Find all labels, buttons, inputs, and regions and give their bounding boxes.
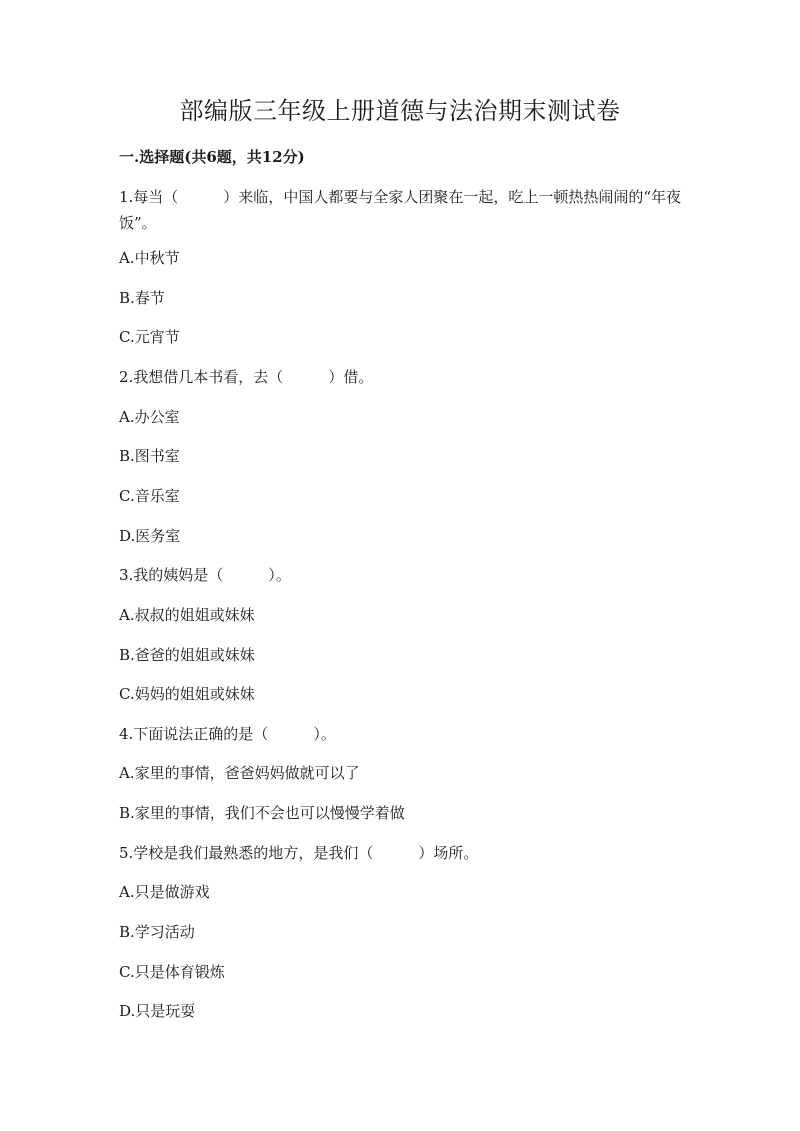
question-1-option-b: B.春节 (119, 289, 165, 307)
question-3-stem: 3.我的姨妈是（ ）。 (119, 566, 291, 584)
section-heading: 一.选择题(共6题，共12分) (119, 148, 305, 166)
question-1-stem: 1.每当（ ）来临，中国人都要与全家人团聚在一起，吃上一顿热热闹闹的“年夜饭”。 (119, 188, 681, 232)
question-5-stem: 5.学校是我们最熟悉的地方，是我们（ ）场所。 (119, 844, 479, 862)
question-3-option-a: A.叔叔的姐姐或妹妹 (119, 606, 255, 624)
question-5-option-b: B.学习活动 (119, 923, 195, 941)
question-2-option-c: C.音乐室 (119, 487, 180, 505)
question-1-option-a: A.中秋节 (119, 249, 180, 267)
question-2-option-b: B.图书室 (119, 447, 180, 465)
question-4-option-b: B.家里的事情，我们不会也可以慢慢学着做 (119, 804, 405, 822)
question-4-option-a: A.家里的事情，爸爸妈妈做就可以了 (119, 764, 360, 782)
question-3-option-b: B.爸爸的姐姐或妹妹 (119, 646, 255, 664)
question-2-stem: 2.我想借几本书看，去（ ）借。 (119, 368, 374, 386)
question-5-option-d: D.只是玩耍 (119, 1002, 196, 1020)
document-title: 部编版三年级上册道德与法治期末测试卷 (179, 97, 621, 125)
question-2-option-a: A.办公室 (119, 408, 180, 426)
question-4-stem: 4.下面说法正确的是（ ）。 (119, 725, 336, 743)
question-2-option-d: D.医务室 (119, 527, 181, 545)
question-1-option-c: C.元宵节 (119, 328, 180, 346)
question-5-option-a: A.只是做游戏 (119, 883, 210, 901)
question-3-option-c: C.妈妈的姐姐或妹妹 (119, 685, 255, 703)
question-5-option-c: C.只是体育锻炼 (119, 963, 225, 981)
